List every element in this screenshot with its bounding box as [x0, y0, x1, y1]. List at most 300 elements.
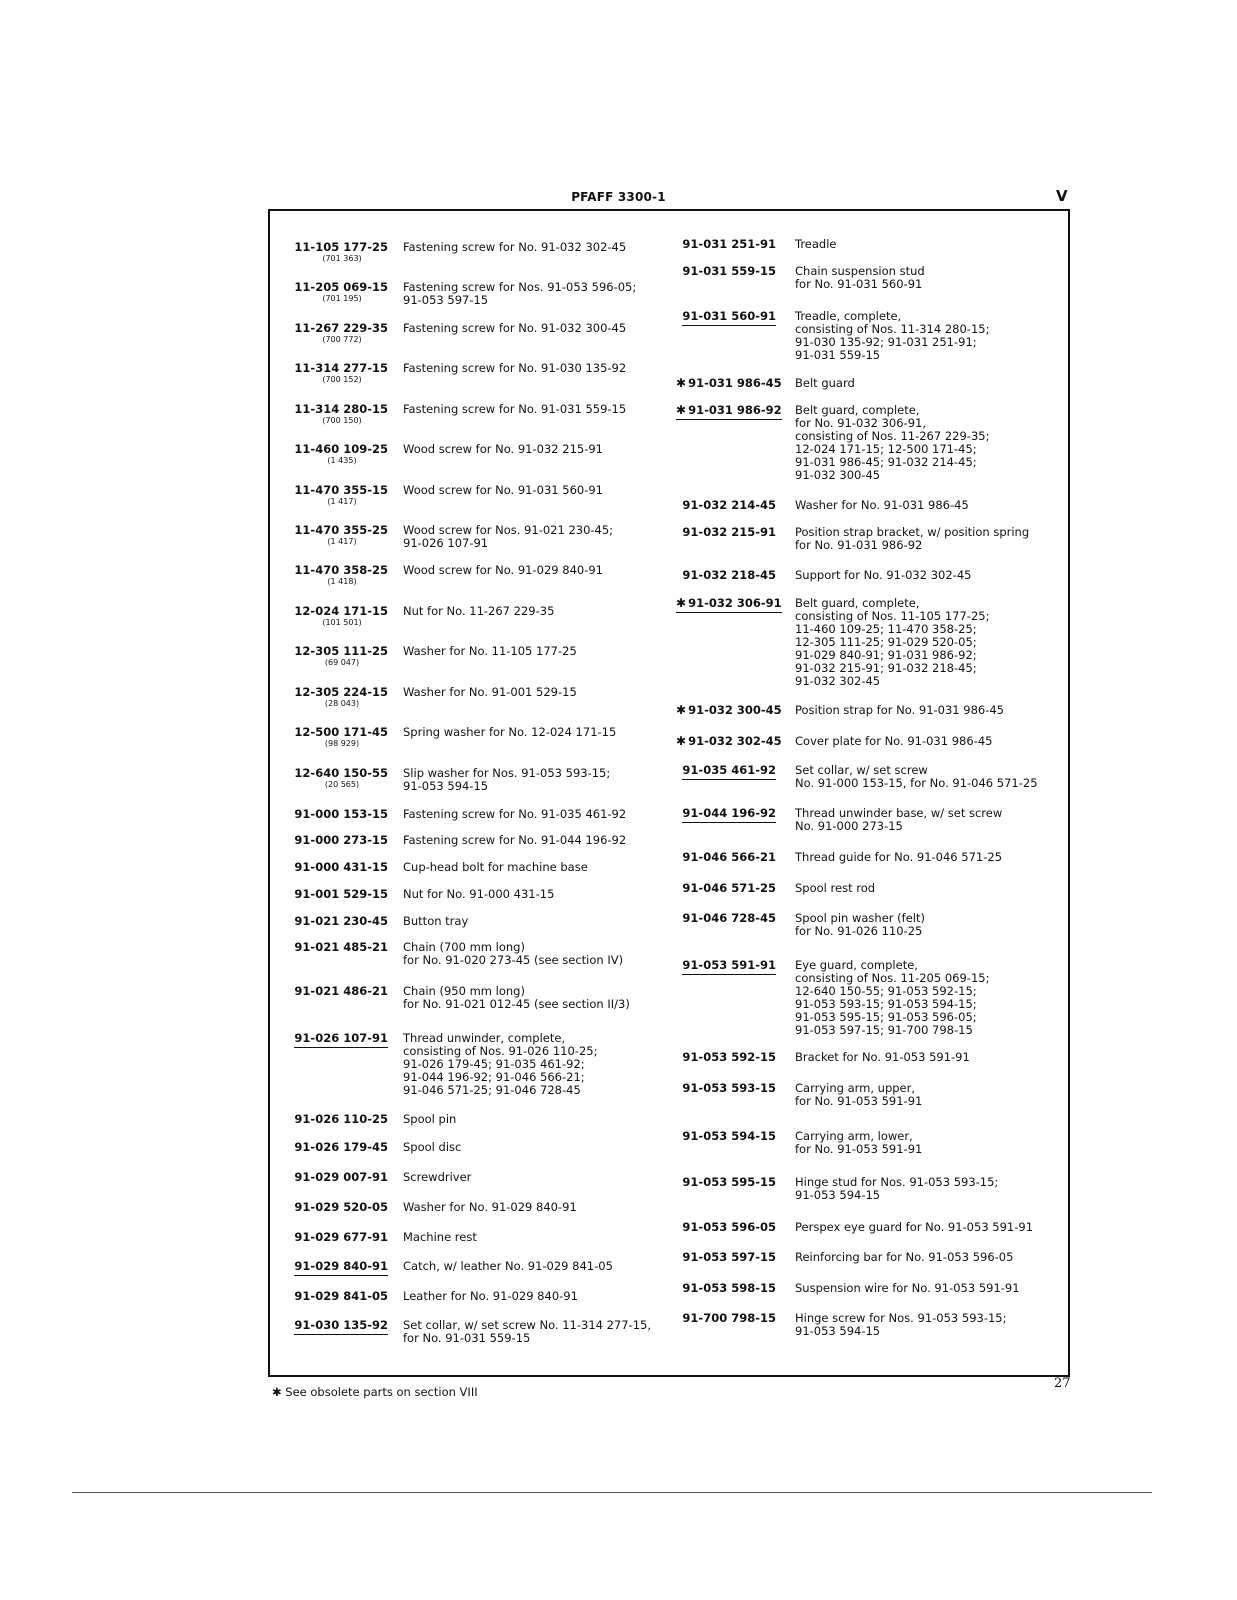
part-number-value: 91-053 597-15 [682, 1250, 776, 1264]
part-number-text [682, 1251, 776, 1264]
part-number-text [682, 1082, 776, 1095]
description-line: Position strap bracket, w/ position spring [795, 525, 1030, 539]
part-row [676, 404, 989, 482]
part-description [403, 564, 603, 577]
part-description [403, 861, 588, 874]
part-row [676, 377, 855, 390]
part-description [795, 1312, 1007, 1338]
description-line: Position strap for No. 91-031 986-45 [795, 703, 1004, 717]
part-number-text [682, 499, 776, 512]
description-line: No. 91-000 153-15, for No. 91-046 571-25 [795, 776, 1038, 790]
part-row [278, 1201, 577, 1214]
part-number-value: 91-029 520-05 [294, 1200, 388, 1214]
description-line: for No. 91-031 560-91 [795, 277, 923, 291]
part-row [676, 704, 1004, 717]
part-row [278, 1231, 477, 1244]
part-row [676, 764, 1038, 790]
part-number [676, 1082, 795, 1095]
old-part-code: (101 501) [322, 618, 362, 627]
part-number-value: 91-029 007-91 [294, 1170, 388, 1184]
part-description [403, 443, 603, 456]
part-number-value: 91-021 485-21 [294, 940, 388, 954]
part-number-text [682, 310, 776, 326]
part-row [676, 851, 1002, 864]
part-number-value: 12-024 171-15 [294, 604, 388, 618]
part-number-text [682, 912, 776, 925]
part-number [278, 767, 403, 790]
footnote: ✱ See obsolete parts on section VIII [272, 1385, 478, 1399]
description-line: Fastening screw for Nos. 91-053 596-05; [403, 280, 637, 294]
description-line: 91-031 986-45; 91-032 214-45; [795, 455, 977, 469]
part-number-value: 12-305 111-25 [294, 644, 388, 658]
part-number-value: 91-021 486-21 [294, 984, 388, 998]
part-row [278, 241, 626, 264]
part-number-value: 12-640 150-55 [294, 766, 388, 780]
part-description [403, 1141, 461, 1154]
part-number-value: 91-031 251-91 [682, 237, 776, 251]
part-description [403, 1231, 477, 1244]
part-number-value: 91-053 592-15 [682, 1050, 776, 1064]
old-part-code: (1 417) [327, 497, 357, 506]
description-line: Screwdriver [403, 1170, 472, 1184]
part-number-text [294, 686, 388, 699]
description-line: 91-053 597-15; 91-700 798-15 [795, 1023, 973, 1037]
description-line: Wood screw for No. 91-032 215-91 [403, 442, 603, 456]
part-number [278, 1141, 403, 1154]
description-line: Catch, w/ leather No. 91-029 841-05 [403, 1259, 613, 1273]
part-row [278, 524, 613, 550]
part-number [278, 726, 403, 749]
part-number-value: 11-314 277-15 [294, 361, 388, 375]
part-number-value: 11-470 355-25 [294, 523, 388, 537]
description-line: Perspex eye guard for No. 91-053 591-91 [795, 1220, 1034, 1234]
part-description [403, 362, 626, 375]
description-line: for No. 91-031 559-15 [403, 1331, 531, 1345]
part-number [676, 764, 795, 780]
part-description [403, 915, 468, 928]
part-row [278, 362, 626, 385]
part-number-text [682, 238, 776, 251]
part-row [676, 569, 971, 582]
part-row [278, 941, 623, 967]
part-number-value: 91-000 431-15 [294, 860, 388, 874]
part-row [278, 645, 577, 668]
part-number-text [682, 265, 776, 278]
obsolete-star-icon: ✱ [676, 734, 687, 748]
part-number [278, 888, 403, 901]
part-number [278, 484, 403, 507]
part-number [676, 1282, 795, 1295]
description-line: Set collar, w/ set screw No. 11-314 277-15, [403, 1318, 651, 1332]
part-description [795, 704, 1004, 717]
description-line: Spool disc [403, 1140, 462, 1154]
part-description [403, 241, 626, 254]
part-description [403, 941, 623, 967]
part-row [278, 1113, 456, 1126]
part-number-text [294, 861, 388, 874]
old-part-code: (700 150) [322, 416, 362, 425]
obsolete-star-icon: ✱ [676, 376, 687, 390]
description-line: Set collar, w/ set screw [795, 763, 928, 777]
part-number-value: 91-046 566-21 [682, 850, 776, 864]
part-number-text [294, 915, 388, 928]
part-number [278, 1319, 403, 1335]
part-number-text [682, 569, 776, 582]
part-description [795, 377, 855, 390]
part-description [403, 1171, 471, 1184]
part-description [795, 851, 1002, 864]
part-number [676, 597, 795, 613]
part-number-value: 11-267 229-35 [294, 321, 388, 335]
part-number-value: 11-314 280-15 [294, 402, 388, 416]
description-line: 12-640 150-55; 91-053 592-15; [795, 984, 977, 998]
part-description [795, 912, 925, 938]
description-line: Belt guard, complete, [795, 403, 920, 417]
part-number-text [294, 1319, 388, 1335]
part-description [403, 1113, 456, 1126]
part-description [403, 808, 626, 821]
description-line: Washer for No. 91-031 986-45 [795, 498, 969, 512]
description-line: 91-053 594-15 [403, 779, 489, 793]
part-row [676, 735, 992, 748]
description-line: Button tray [403, 914, 469, 928]
part-row [278, 1141, 461, 1154]
old-part-code: (1 435) [327, 456, 357, 465]
part-number-value: 91-032 218-45 [682, 568, 776, 582]
old-part-code: (701 363) [322, 254, 362, 263]
part-description [795, 597, 989, 688]
part-number [676, 1176, 795, 1189]
part-row [278, 403, 626, 426]
page-header-title: PFAFF 3300-1 [571, 190, 666, 204]
part-number [278, 322, 403, 345]
part-number [278, 686, 403, 709]
description-line: Fastening screw for No. 91-035 461-92 [403, 807, 627, 821]
part-number-value: 91-026 110-25 [294, 1112, 388, 1126]
part-row [676, 1130, 922, 1156]
part-description [795, 807, 1002, 833]
description-line: Wood screw for Nos. 91-021 230-45; [403, 523, 614, 537]
part-number [676, 377, 795, 390]
part-number-value: 91-029 677-91 [294, 1230, 388, 1244]
description-line: Fastening screw for No. 91-031 559-15 [403, 402, 627, 416]
part-row [278, 605, 554, 628]
part-number-value: 91-031 986-92 [688, 403, 782, 417]
description-line: for No. 91-053 591-91 [795, 1142, 923, 1156]
description-line: Spring washer for No. 12-024 171-15 [403, 725, 617, 739]
description-line: Washer for No. 91-001 529-15 [403, 685, 577, 699]
part-description [403, 403, 626, 416]
description-line: Fastening screw for No. 91-044 196-92 [403, 833, 627, 847]
part-number-text [682, 807, 776, 823]
description-line: No. 91-000 273-15 [795, 819, 903, 833]
part-number [278, 1032, 403, 1048]
old-part-code: (20 565) [324, 780, 360, 789]
part-number-value: 91-026 107-91 [294, 1031, 388, 1045]
part-description [403, 1290, 578, 1303]
part-number-text [682, 1221, 776, 1234]
part-number-text [294, 322, 388, 335]
part-number-text [682, 1130, 776, 1143]
description-line: for No. 91-032 306-91, [795, 416, 926, 430]
description-line: Thread unwinder, complete, [403, 1031, 566, 1045]
old-part-code: (1 418) [327, 577, 357, 586]
description-line: 91-044 196-92; 91-046 566-21; [403, 1070, 585, 1084]
description-line: Belt guard [795, 376, 855, 390]
part-number-value: 91-026 179-45 [294, 1140, 388, 1154]
part-number-text [676, 377, 782, 390]
part-number [676, 1251, 795, 1264]
part-description [795, 310, 989, 362]
part-number-text [682, 1051, 776, 1064]
description-line: consisting of Nos. 91-026 110-25; [403, 1044, 598, 1058]
part-row [676, 1051, 970, 1064]
description-line: 91-053 595-15; 91-053 596-05; [795, 1010, 977, 1024]
description-line: 91-053 594-15 [795, 1188, 881, 1202]
part-number-value: 91-001 529-15 [294, 887, 388, 901]
description-line: 11-460 109-25; 11-470 358-25; [795, 622, 977, 636]
description-line: Reinforcing bar for No. 91-053 596-05 [795, 1250, 1014, 1264]
part-number-text [682, 764, 776, 780]
description-line: 91-032 215-91; 91-032 218-45; [795, 661, 977, 675]
description-line: Treadle [795, 237, 837, 251]
part-row [676, 310, 989, 362]
part-row [278, 1319, 651, 1345]
description-line: Spool pin washer (felt) [795, 911, 925, 925]
description-line: 91-026 107-91 [403, 536, 489, 550]
part-number-text [294, 941, 388, 954]
part-number [676, 1051, 795, 1064]
description-line: for No. 91-026 110-25 [795, 924, 923, 938]
part-number-value: 91-029 841-05 [294, 1289, 388, 1303]
part-number [278, 605, 403, 628]
part-description [795, 265, 925, 291]
description-line: 91-053 594-15 [795, 1324, 881, 1338]
part-number [676, 959, 795, 975]
part-description [795, 882, 875, 895]
part-number-text [294, 564, 388, 577]
part-number-text [294, 524, 388, 537]
part-number-text [294, 985, 388, 998]
description-line: Fastening screw for No. 91-030 135-92 [403, 361, 627, 375]
part-number [278, 834, 403, 847]
part-number [676, 526, 795, 539]
part-description [403, 726, 616, 739]
part-description [403, 1260, 613, 1273]
description-line: Belt guard, complete, [795, 596, 920, 610]
description-line: Leather for No. 91-029 840-91 [403, 1289, 578, 1303]
part-number-text [682, 1282, 776, 1295]
part-number-text [294, 645, 388, 658]
part-row [676, 499, 969, 512]
part-number-text [294, 241, 388, 254]
old-part-code: (98 929) [324, 739, 360, 748]
part-description [795, 959, 989, 1037]
part-row [278, 888, 554, 901]
description-line: consisting of Nos. 11-205 069-15; [795, 971, 990, 985]
part-number-value: 91-053 594-15 [682, 1129, 776, 1143]
description-line: Fastening screw for No. 91-032 302-45 [403, 240, 627, 254]
part-number-value: 91-031 986-45 [688, 376, 782, 390]
page-number: 27 [1054, 1376, 1071, 1391]
description-line: 91-030 135-92; 91-031 251-91; [795, 335, 977, 349]
part-number-value: 91-053 598-15 [682, 1281, 776, 1295]
description-line: Thread unwinder base, w/ set screw [795, 806, 1003, 820]
bottom-rule [72, 1492, 1152, 1493]
part-number-text [676, 597, 782, 613]
part-row [278, 915, 468, 928]
part-description [403, 834, 626, 847]
description-line: consisting of Nos. 11-267 229-35; [795, 429, 990, 443]
part-number-value: 11-460 109-25 [294, 442, 388, 456]
part-number-text [682, 851, 776, 864]
part-description [795, 735, 992, 748]
description-line: Eye guard, complete, [795, 958, 918, 972]
part-number-value: 91-031 560-91 [682, 309, 776, 323]
part-number [676, 310, 795, 326]
part-description [795, 1251, 1013, 1264]
part-number-text [294, 1290, 388, 1303]
part-number [278, 1171, 403, 1184]
part-number-value: 91-046 728-45 [682, 911, 776, 925]
description-line: 91-029 840-91; 91-031 986-92; [795, 648, 977, 662]
part-description [403, 484, 603, 497]
obsolete-star-icon: ✱ [676, 703, 687, 717]
part-description [403, 767, 610, 793]
description-line: Wood screw for No. 91-029 840-91 [403, 563, 603, 577]
part-row [278, 808, 626, 821]
part-number [676, 1221, 795, 1234]
old-part-code: (28 043) [324, 699, 360, 708]
description-line: 91-026 179-45; 91-035 461-92; [403, 1057, 585, 1071]
description-line: Bracket for No. 91-053 591-91 [795, 1050, 970, 1064]
part-row [278, 1171, 471, 1184]
description-line: Spool rest rod [795, 881, 876, 895]
part-number [278, 941, 403, 954]
part-number-value: 91-032 302-45 [688, 734, 782, 748]
part-number-text [294, 1201, 388, 1214]
part-description [795, 499, 969, 512]
part-description [403, 605, 554, 618]
part-number-value: 91-053 591-91 [682, 958, 776, 972]
part-description [403, 888, 554, 901]
part-number-text [294, 1141, 388, 1154]
part-number-text [294, 403, 388, 416]
old-part-code: (1 417) [327, 537, 357, 546]
part-row [676, 1251, 1013, 1264]
part-number [278, 1231, 403, 1244]
part-number-text [294, 605, 388, 618]
description-line: Carrying arm, lower, [795, 1129, 913, 1143]
part-description [403, 645, 577, 658]
part-number [676, 404, 795, 420]
description-line: Wood screw for No. 91-031 560-91 [403, 483, 603, 497]
part-row [278, 726, 616, 749]
obsolete-star-icon: ✱ [676, 403, 687, 417]
old-part-code: (701 195) [322, 294, 362, 303]
part-number-value: 91-044 196-92 [682, 806, 776, 820]
part-number [278, 1113, 403, 1126]
part-number-value: 91-032 214-45 [682, 498, 776, 512]
part-row [676, 1282, 1020, 1295]
part-number [676, 735, 795, 748]
part-description [795, 238, 837, 251]
part-number-value: 91-000 153-15 [294, 807, 388, 821]
part-number-text [682, 959, 776, 975]
part-description [403, 524, 613, 550]
part-number-text [294, 834, 388, 847]
part-number-value: 11-470 355-15 [294, 483, 388, 497]
description-line: Chain (700 mm long) [403, 940, 525, 954]
description-line: 12-024 171-15; 12-500 171-45; [795, 442, 977, 456]
description-line: Cover plate for No. 91-031 986-45 [795, 734, 993, 748]
part-number-text [294, 808, 388, 821]
page-header-section: V [1056, 187, 1068, 205]
part-description [795, 1082, 922, 1108]
part-number-value: 12-305 224-15 [294, 685, 388, 699]
part-number-value: 91-031 559-15 [682, 264, 776, 278]
part-number-text [294, 1032, 388, 1048]
part-row [278, 564, 603, 587]
part-row [676, 238, 837, 251]
part-number-text [294, 1260, 388, 1276]
part-row [278, 1290, 578, 1303]
part-description [403, 1201, 577, 1214]
part-row [278, 834, 626, 847]
part-row [676, 265, 925, 291]
part-number [278, 915, 403, 928]
part-number [278, 1290, 403, 1303]
part-description [795, 1176, 998, 1202]
part-row [278, 767, 610, 793]
part-description [795, 1221, 1033, 1234]
part-row [676, 1312, 1007, 1338]
part-description [403, 281, 636, 307]
description-line: Hinge screw for Nos. 91-053 593-15; [795, 1311, 1007, 1325]
description-line: consisting of Nos. 11-105 177-25; [795, 609, 990, 623]
part-description [795, 404, 989, 482]
part-row [676, 959, 989, 1037]
part-number [278, 645, 403, 668]
part-number-value: 12-500 171-45 [294, 725, 388, 739]
part-number [278, 443, 403, 466]
part-number-value: 11-205 069-15 [294, 280, 388, 294]
part-description [795, 1130, 922, 1156]
part-row [676, 912, 925, 938]
part-number-text [294, 726, 388, 739]
description-line: Washer for No. 91-029 840-91 [403, 1200, 577, 1214]
part-description [403, 322, 626, 335]
part-number-value: 91-030 135-92 [294, 1318, 388, 1332]
part-number-text [294, 767, 388, 780]
part-number-text [294, 1231, 388, 1244]
part-number-value: 91-035 461-92 [682, 763, 776, 777]
part-number [278, 861, 403, 874]
part-number-value: 11-470 358-25 [294, 563, 388, 577]
part-row [676, 1082, 922, 1108]
description-line: Nut for No. 91-000 431-15 [403, 887, 555, 901]
part-number-value: 11-105 177-25 [294, 240, 388, 254]
part-row [278, 322, 626, 345]
part-number [278, 985, 403, 998]
part-number-text [294, 484, 388, 497]
part-number [676, 1130, 795, 1143]
part-description [795, 1282, 1020, 1295]
part-row [278, 861, 588, 874]
description-line: 12-305 111-25; 91-029 520-05; [795, 635, 977, 649]
description-line: Carrying arm, upper, [795, 1081, 916, 1095]
old-part-code: (700 152) [322, 375, 362, 384]
